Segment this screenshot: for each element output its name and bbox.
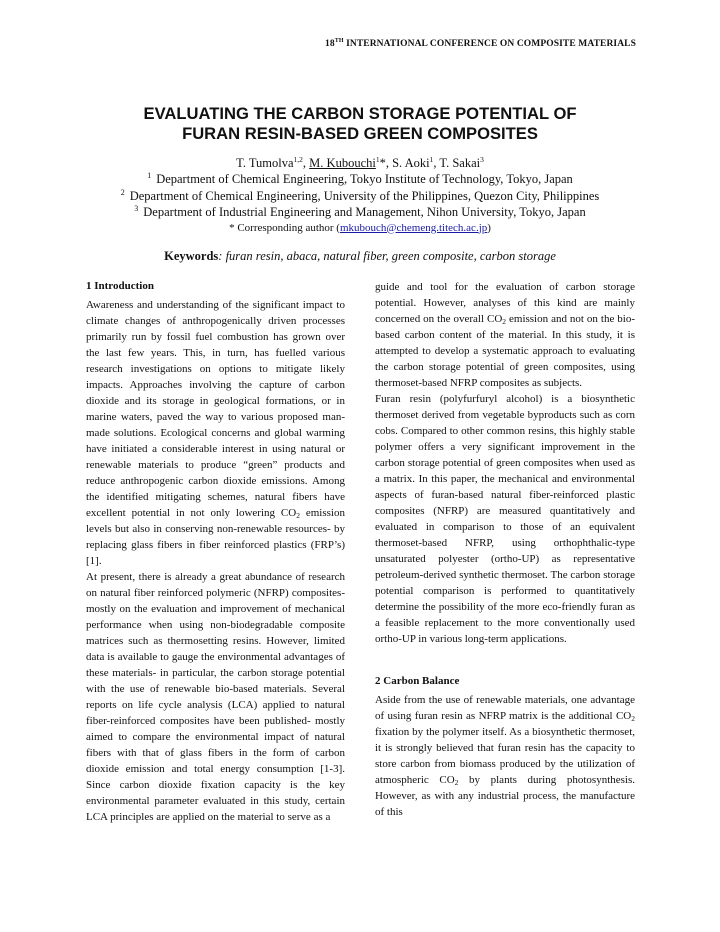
subscript: 2: [296, 511, 300, 520]
intro-paragraph-1: [86, 297, 345, 569]
affiliation-text: Department of Chemical Engineering, University of the Philippines, Quezon City, Philippines: [129, 188, 600, 203]
right-column: [375, 279, 635, 820]
paper-title: [0, 104, 720, 144]
corresponding-suffix: ): [487, 221, 491, 234]
author-sep: *,: [379, 156, 393, 170]
author-sup: 3: [480, 155, 484, 164]
corresponding-author: [0, 221, 720, 236]
text-run: by plants during photosynthesis. However, as with any industrial process, the manufacture of this: [375, 774, 635, 818]
corresponding-email-link[interactable]: mkubouch@chemeng.titech.ac.jp: [339, 221, 488, 234]
author-sep: ,: [302, 156, 310, 170]
affiliation-text: Department of Industrial Engineering and Management, Nihon University, Tokyo, Japan: [143, 205, 586, 219]
affiliation-text: Department of Chemical Engineering, Tokyo Institute of Technology, Tokyo, Japan: [156, 172, 573, 186]
author-name: T. Tumolva: [236, 156, 294, 170]
subscript: 2: [502, 317, 507, 326]
keywords-label: Keywords: [164, 249, 219, 263]
section-gap: [375, 647, 635, 673]
affiliation-number: 2: [120, 187, 125, 197]
ordinal-suffix: TH: [334, 38, 344, 44]
affiliation-2: [0, 188, 720, 205]
intro-paragraph-4: Furan resin (polyfurfuryl alcohol) is a biosynthetic thermoset derived from vegetable byproducts such as corn cobs. Compared to other common resins, this highly stable polymer offers a very significant improvement in the carbon storage potential of green composites when used as a matrix. In this paper, the mechanical and environmental aspects of furan-based natural fiber-reinforced plastic composites (NFRP) are measured quantitatively and evaluated in comparison to those of an equivalent thermoset-based NFRP, using orthophthalic-type unsaturated polyester (ortho-UP) as representative petroleum-derived synthetic thermoset. The carbon storage potential comparison is performed to quantitatively determine the possibility of the more eco-friendly furan as a feasible replacement to the more conventionally used ortho-UP in various long-term applications.: [375, 393, 635, 645]
text-run: Aside from the use of renewable materials, one advantage of using furan resin as NFRP matrix is the additional CO: [375, 694, 635, 722]
author-sup: 1,2: [293, 155, 303, 164]
keywords-text: furan resin, abaca, natural fiber, green composite, carbon storage: [225, 249, 556, 263]
section-heading-introduction: 1 Introduction: [86, 280, 154, 292]
title-line-2: FURAN RESIN-BASED GREEN COMPOSITES: [182, 124, 538, 143]
keywords-line: [0, 249, 720, 264]
author-sep: ,: [433, 156, 440, 170]
author-name: T. Sakai: [439, 156, 481, 170]
carbon-paragraph-1: [375, 692, 635, 820]
text-run: Awareness and understanding of the significant impact to climate changes of anthropogenically driven processes primarily run by fossil fuel combustion has grown over the last few years. This, in turn, has fuelled various research investigations on options to mitigate likely impacts. Approaches involving the capture of carbon dioxide and its storage in geological formations, or in marine waters, paved the way to various proposed man-made solutions. Ecological concerns and global warming have initiated a considerable interest in using natural or renewable materials to produce “green” products and reduce anthropogenic carbon dioxide emissions. Among the identified mitigating schemes, natural fibers have excellent potential in not only lowering CO: [86, 299, 345, 519]
corresponding-prefix: * Corresponding author (: [229, 221, 340, 234]
conference-name: INTERNATIONAL CONFERENCE ON COMPOSITE MATERIALS: [346, 39, 636, 49]
subscript: 2: [631, 714, 635, 723]
keywords-colon: :: [218, 249, 226, 263]
intro-paragraph-2: At present, there is already a great abundance of research on natural fiber reinforced polymeric (NFRP) composites- mostly on the evaluation and improvement of mechanical performance when using non-biodegradable composite matrices such as thermosetting resins. However, limited data is available to gauge the environmental advantages of these materials- in particular, the carbon storage potential with the use of renewable bio-based materials. Several reports on life cycle analysis (LCA) applied to natural fiber-reinforced composites have been published- mostly aimed to compare the environmental impact of natural fibers with that of glass fibers in the form of carbon dioxide emission and total energy consumption [1-3]. Since carbon dioxide fixation capacity is the key environmental parameter evaluated in this study, certain LCA principles are applied on the material to serve as a: [86, 571, 345, 823]
title-line-1: EVALUATING THE CARBON STORAGE POTENTIAL OF: [143, 104, 577, 123]
ordinal-number: 18: [325, 39, 335, 49]
author-sup: 1: [375, 155, 380, 164]
affiliation-3: [0, 204, 720, 221]
text-run: guide and tool for the evaluation of carbon storage potential. However, analyses of this kind are mainly concerned on the overall CO: [375, 281, 635, 325]
affiliation-number: 3: [134, 204, 139, 213]
affiliation-number: 1: [147, 171, 152, 180]
left-column: [86, 278, 345, 825]
author-sup: 1: [429, 155, 434, 164]
conference-header: [0, 39, 636, 49]
author-block: [0, 155, 720, 236]
author-name: S. Aoki: [392, 156, 430, 170]
subscript: 2: [454, 778, 459, 787]
author-name: M. Kubouchi: [309, 156, 376, 170]
author-list: [0, 155, 720, 171]
intro-paragraph-3: [375, 279, 635, 391]
text-run: emission levels but also in conserving non-renewable resources- by replacing glass fibers in fiber reinforced plastics (FRP’s) [1].: [86, 507, 345, 567]
section-heading-carbon-balance: 2 Carbon Balance: [375, 675, 460, 687]
affiliation-1: [0, 171, 720, 188]
text-run: fixation by the polymer itself. As a biosynthetic thermoset, it is strongly believed that furan resin has the capacity to store carbon from biomass produced by the utilization of atmospheric CO: [375, 726, 635, 786]
text-run: emission and not on the bio-based carbon content of the material. In this study, it is attempted to develop a systematic approach to evaluating the carbon storage potential of green composites, using thermoset-based NFRP composites as subjects.: [375, 313, 636, 389]
